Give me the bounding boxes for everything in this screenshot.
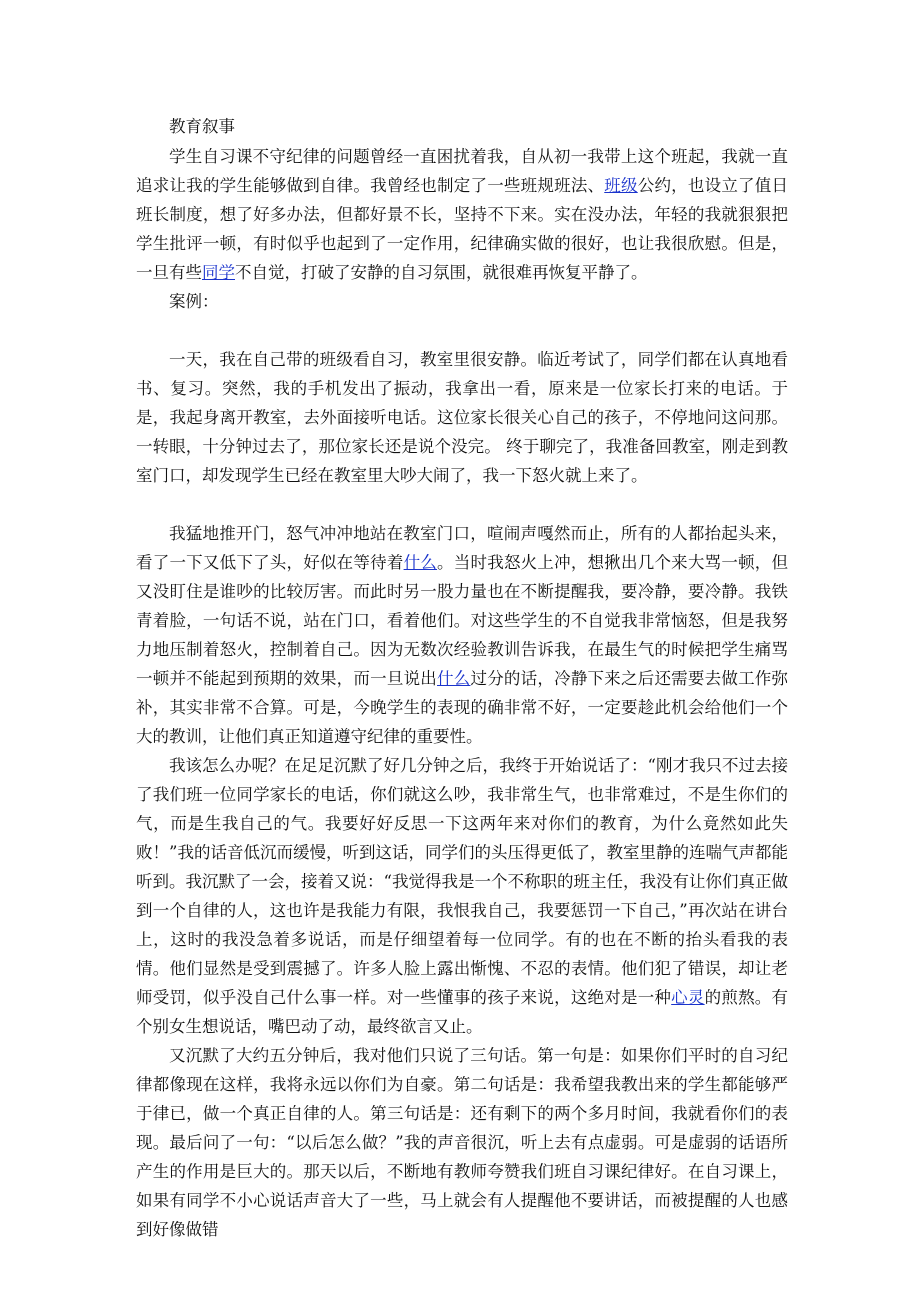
case-label: 案例： [169,292,219,311]
text-run: 学生自习课不守纪律的问题曾经一直困扰着我，自从初一我带上这个班起，我就一直追求让我的学生能够做到自律。我曾经也制定了一些班规班法、 [136,147,788,195]
paragraph-story-4: 又沉默了大约五分钟后，我对他们只说了三句话。第一句是：如果你们平时的自习纪律都像现在这样，我将永远以你们为自豪。第二句话是：我希望我教出来的学生都能够严于律已，做一个真正自律的人。第三句话是：还有剩下的两个多月时间，我就看你们的表现。最后问了一句：“以后怎么做？”我的声音很沉，听上去有点虚弱。可是虚弱的话语所产生的作用是巨大的。那天以后，不断地有教师夸赞我们班自习课纪律好。在自习课上，如果有同学不小心说话声音大了一些，马上就会有人提醒他不要讲话，而被提醒的人也感到好像做错 [136,1046,788,1239]
link-tongxue[interactable]: 同学 [202,263,235,282]
text-run: 不自觉，打破了安静的自习氛围，就很难再恢复平静了。 [235,263,648,282]
document-body [136,112,788,1244]
blank-line [136,316,788,345]
text-run: 我该怎么办呢？在足足沉默了好几分钟之后，我终于开始说话了：“刚才我只不过去接了我们班一位同学家长的电话，你们就这么吵，我非常生气，也非常难过，不是生你们的气，而是生我自己的气。我要好好反思一下这两年来对你们的教育，为什么竟然如此失败！”我的话音低沉而缓慢，听到这话，同学们的头压得更低了，教室里静的连喘气声都能听到。我沉默了一会，接着又说：“我觉得我是一个不称职的班主任，我没有让你们真正做到一个自律的人，这也许是我能力有限，我恨我自己，我要惩罚一下自己，”再次站在讲台上，这时的我没急着多说话，而是仔细望着每一位同学。有的也在不断的抬头看我的表情。他们显然是受到震撼了。许多人脸上露出惭愧、不忍的表情。他们犯了错误，却让老师受罚，似乎没自己什么事一样。对一些懂事的孩子来说，这绝对是一种 [136,756,788,1007]
text-run: 公约，也设立了值日班长制度，想了好多办法，但都好景不长，坚持不下来。实在没办法，年轻的我就狠狠把学生批评一顿，有时似乎也起到了一定作用，纪律确实做的很好，也让我很欣慰。但是，一旦有些 [136,176,789,282]
link-xinling[interactable]: 心灵 [671,988,705,1007]
blank-line [136,490,788,519]
link-shenme-2[interactable]: 什么 [437,669,471,688]
document-title: 教育叙事 [169,117,235,136]
link-banji[interactable]: 班级 [604,176,638,195]
paragraph-story-1: 一天，我在自己带的班级看自习，教室里很安静。临近考试了，同学们都在认真地看书、复习。突然，我的手机发出了振动，我拿出一看，原来是一位家长打来的电话。于是，我起身离开教室，去外面接听电话。这位家长很关心自己的孩子，不停地问这问那。一转眼，十分钟过去了，那位家长还是说个没完。 终于聊完了，我准备回教室，刚走到教室门口，却发现学生已经在教室里大吵大闹了，我一下怒火就上来了。 [136,350,788,485]
text-run: 过分的话，冷静下来之后还需要去做工作弥补，其实非常不合算。可是，今晚学生的表现的确非常不好，一定要趁此机会给他们一个大的教训，让他们真正知道遵守纪律的重要性。 [136,669,789,746]
text-run: 我猛地推开门，怒气冲冲地站在教室门口，喧闹声嘎然而止，所有的人都抬起头来，看了一下又低下了头，好似在等待着 [136,524,788,572]
text-run: 的煎熬。有个别女生想说话，嘴巴动了动，最终欲言又止。 [136,988,789,1036]
paragraph-story-3 [136,751,788,1041]
paragraph-intro [136,142,788,287]
link-shenme-1[interactable]: 什么 [403,553,438,572]
text-run: 。当时我怒火上冲，想揪出几个来大骂一顿，但又没盯住是谁吵的比较厉害。而此时另一股力量也在不断提醒我，要冷静，要冷静。我铁青着脸，一句话不说，站在门口，看着他们。对这些学生的不自觉我非常恼怒，但是我努力地压制着怒火，控制着自己。因为无数次经验教训告诉我，在最生气的时候把学生痛骂一顿并不能起到预期的效果，而一旦说出 [136,553,789,688]
paragraph-story-2 [136,519,788,751]
